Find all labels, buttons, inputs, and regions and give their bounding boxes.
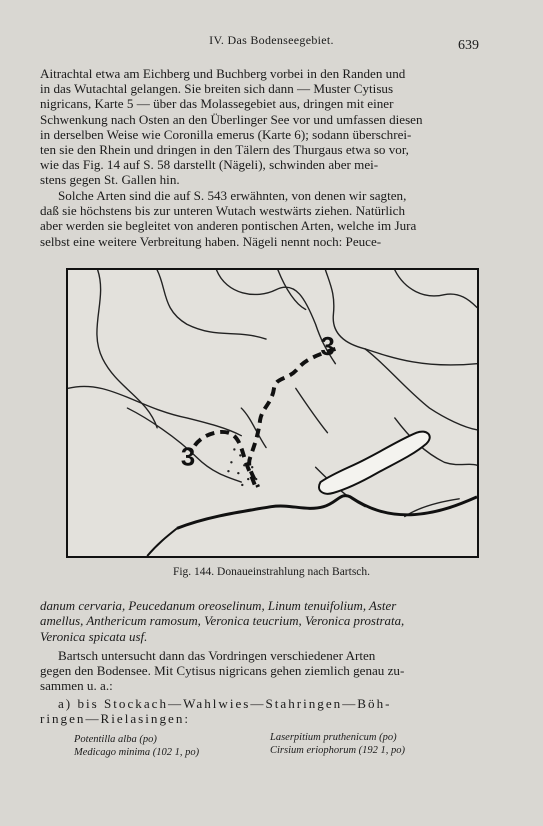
text-line: Bartsch untersucht dann das Vordringen verschiedener Arten [58,648,376,663]
river-path [241,408,266,447]
text-line: ringen—Rielasingen: [40,711,191,727]
river-path [68,386,241,435]
text-line: Solche Arten sind die auf S. 543 erwähnten, von denen wir sagten, [58,188,407,203]
rhine-river [147,528,177,556]
paragraph-2 [40,188,487,249]
species-list [40,599,487,645]
figure-caption: Fig. 144. Donaueinstrahlung nach Bartsch. [172,566,371,578]
text-line: stens gegen St. Gallen hin. [40,172,180,188]
river-path [365,349,477,430]
river-path [97,270,157,428]
text-line: danum cervaria, Peucedanum oreoselinum, Linum tenuifolium, Aster [40,599,397,613]
species-column-left [74,733,199,759]
text-line: Veronica spicata usf. [40,629,148,644]
running-head: IV. Das Bodenseegebiet. [209,33,334,47]
text-line: sammen u. a.: [40,678,113,694]
list-item: Laserpitium pruthenicum (po) [270,732,397,743]
river-path [157,270,266,339]
text-line: Aitrachtal etwa am Eichberg und Buchberg vorbei in den Randen und [40,66,406,81]
text-line: aber werden sie begleitet von anderen pontischen Arten, welche im Jura [40,218,417,234]
map-drawing [68,270,477,556]
text-line: selbst eine weitere Verbreitung haben. Nägeli nennt noch: Peuce- [40,233,382,249]
distribution-boundary [249,349,335,487]
list-item: Potentilla alba (po) [74,734,157,745]
map-label-right: 3 [320,332,335,361]
figure-144-map [66,268,479,558]
route-heading [40,696,487,726]
river-path [217,270,336,364]
paragraph-3 [40,648,487,694]
distribution-boundary [195,432,256,489]
text-line: in derselben Weise wie Coronilla emerus (Karte 6); sodann überschrei- [40,126,412,142]
text-line: amellus, Anthericum ramosum, Veronica teucrium, Veronica prostrata, [40,614,405,629]
species-column-right [270,731,405,757]
paragraph-1 [40,66,487,188]
text-line: in das Wutachtal gelangen. Sie breiten sich dann — Muster Cytisus [40,81,394,97]
text-line: nigricans, Karte 5 — über das Molassegebiet aus, dringen mit einer [40,96,394,112]
text-line: Schwenkung nach Osten an den Überlinger See vor und umfassen diesen [40,111,423,127]
text-line: wie das Fig. 14 auf S. 58 darstellt (Nägeli), schwinden aber mei- [40,157,379,173]
map-label-left: 3 [180,443,196,472]
text-line: daß sie höchstens bis zur unteren Wutach westwärts ziehen. Natürlich [40,203,406,219]
rhine-river [177,496,477,529]
text-line: gegen den Bodensee. Mit Cytisus nigricans gehen ziemlich genau zu- [40,663,405,679]
river-path [296,388,328,432]
page-number: 639 [458,38,479,53]
list-item: Medicago minima (102 1, po) [74,747,200,758]
river-path [278,270,306,309]
text-line: a) bis Stockach—Wahlwies—Stahringen—Böh- [58,696,392,711]
text-line: ten sie den Rhein und dringen in den Tälern des Thurgaus etwa so vor, [40,142,409,158]
river-path [395,270,477,307]
lake-outline [319,432,430,494]
list-item: Cirsium eriophorum (192 1, po) [270,745,406,756]
